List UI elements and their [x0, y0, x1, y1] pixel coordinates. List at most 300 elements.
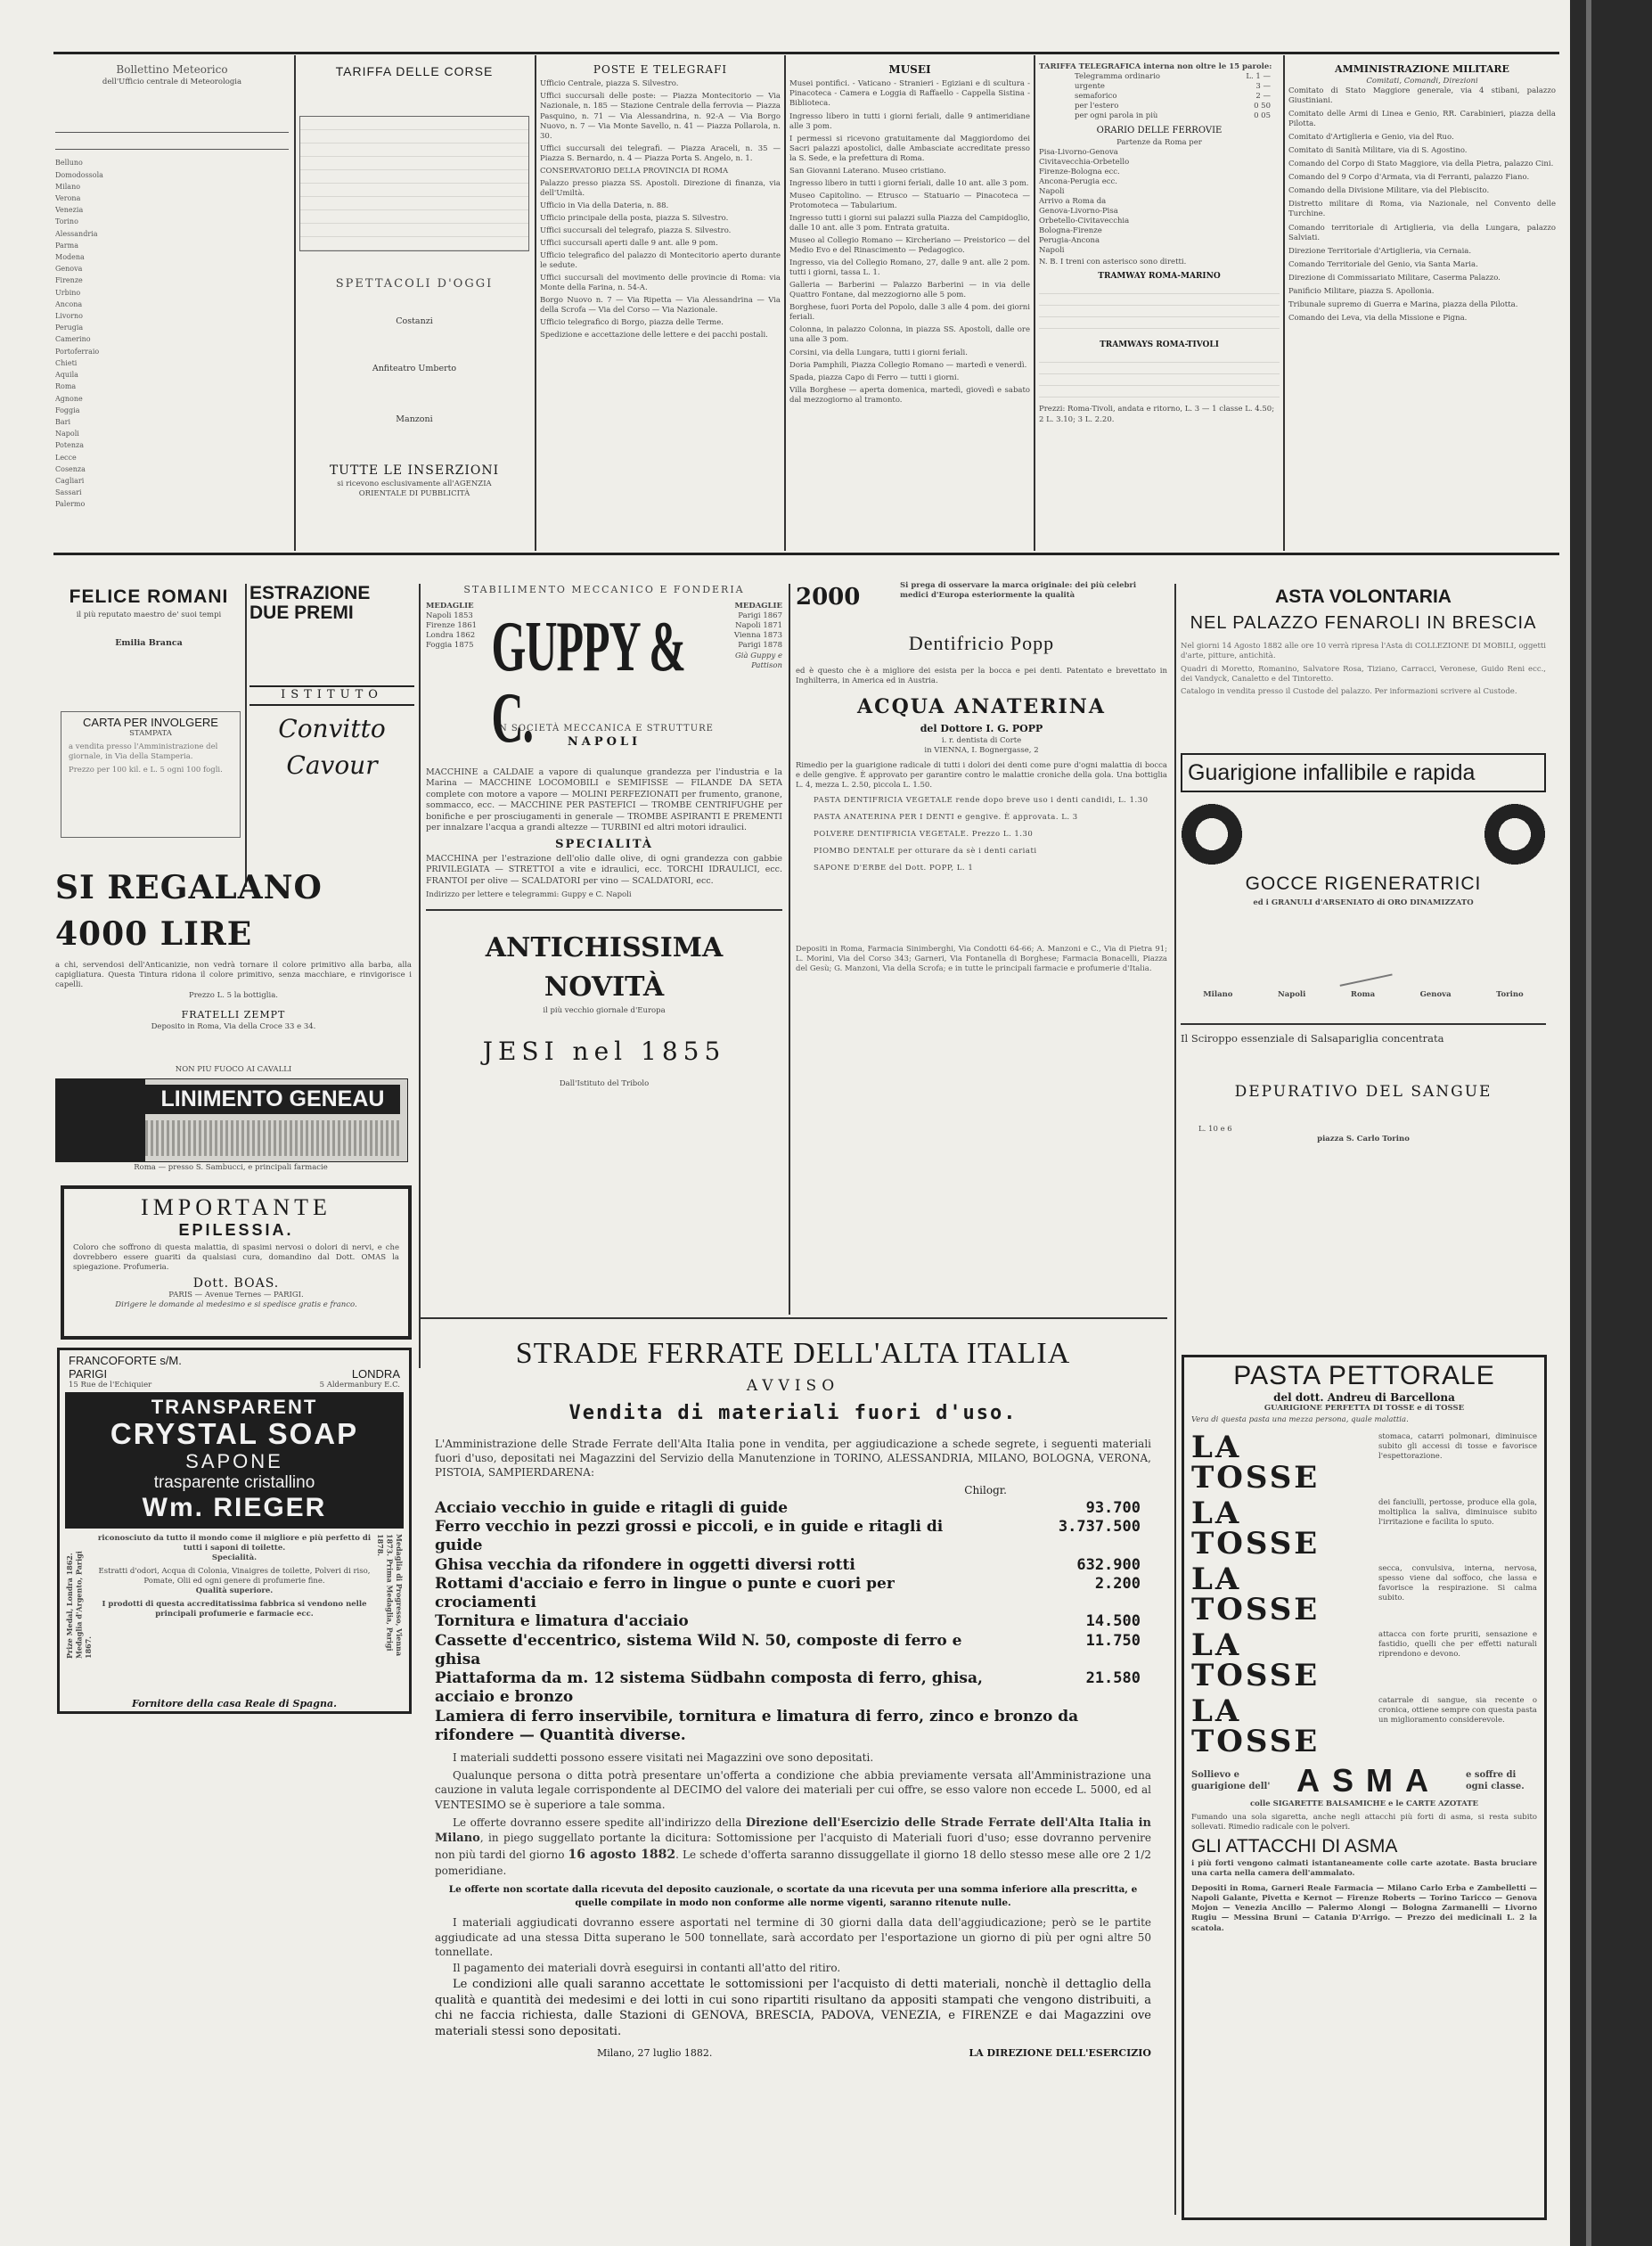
partenze-title: Partenze da Roma per: [1116, 137, 1202, 147]
dep-price: L. 10 e 6: [1198, 1124, 1232, 1134]
ad-felice-romani: [55, 584, 242, 682]
popp-body: ed è questo che è a migliore dei esista per la bocca e pei denti. Patentato e brevettato in Inghilterra, in America ed in Austria.: [796, 666, 1167, 685]
guarigione-city: Genova: [1419, 989, 1452, 999]
strade-items: [419, 1499, 1167, 1708]
linimento-foot: Roma — presso S. Sambucci, e principali farmacie: [134, 1163, 328, 1172]
gocce-title: GOCCE RIGENERATRICI: [1245, 873, 1482, 895]
ad-guppy: [426, 584, 782, 1368]
ad-estrazione: [249, 584, 414, 807]
teatro-anfiteatro: Anfiteatro Umberto: [372, 363, 457, 373]
city-row: Livorno: [55, 312, 83, 321]
orario-title: ORARIO DELLE FERROVIE: [1096, 126, 1223, 136]
importante-title: IMPORTANTE: [141, 1194, 331, 1220]
acqua-body: Rimedio per la guarigione radicale di tutti i dolori dei denti come pure d'ogni malattia di bocca e delle gengive. È approvato per garantire contro le malattie croniche della gola. Una bottiglia L. 4, mezza L. 2.50, piccola L. 1.50.: [796, 760, 1167, 790]
poste-line: Ufficio telegrafico del palazzo di Montecitorio aperto durante le sedute.: [540, 251, 781, 271]
orario-line: Orbetello-Civitavecchia: [1039, 217, 1130, 226]
city-row: Ancona: [55, 299, 83, 308]
tariff-value: L. 1 —: [1246, 72, 1271, 82]
acqua-title: ACQUA ANATERINA: [857, 694, 1106, 718]
crystal-body: [60, 1529, 409, 1659]
city-row: Torino: [55, 217, 78, 226]
tosse-title: LA TOSSE: [1191, 1627, 1321, 1694]
crystal-spec: Specialità.: [211, 1553, 258, 1562]
musei-line: Ingresso libero in tutti i giorni feriali, dalle 10 ant. alle 3 pom.: [789, 178, 1029, 188]
inserzioni-title: TUTTE LE INSERZIONI: [329, 463, 500, 478]
strade-sub: Vendita di materiali fuori d'uso.: [568, 1401, 1018, 1424]
musei-line: Doria Pamphili, Piazza Collegio Romano — martedì e venerdì.: [789, 360, 1027, 370]
material-row: [435, 1518, 1141, 1556]
inserzioni-line: si ricevono esclusivamente all'AGENZIA: [337, 479, 492, 488]
bollettino-table: [55, 132, 289, 150]
medal-place: Firenze 1861: [426, 621, 478, 631]
strade-p1: I materiali suddetti possono essere visitati nei Magazzini ove sono depositati.: [453, 1751, 874, 1765]
regalano-price: Prezzo L. 5 la bottiglia.: [189, 990, 278, 1000]
tariffa-grid: [299, 116, 529, 251]
crystal-banner: [65, 1392, 404, 1529]
top-border: [53, 52, 1559, 54]
tosse-text: dei fanciulli, pertosse, produce ella gola, moltiplica la saliva, diminuisce subito l'irritazione e facilita lo sputo.: [1378, 1498, 1537, 1528]
tosse-block: [1191, 1496, 1537, 1562]
city-row: Parma: [55, 241, 78, 250]
militare-line: Comando del 9 Corpo d'Armata, via di Ferranti, palazzo Fiano.: [1288, 173, 1530, 183]
tosse-block: [1191, 1693, 1537, 1760]
asma-sollievo: Sollievo e guarigione dell': [1191, 1770, 1271, 1792]
tariff-row: [1075, 82, 1271, 92]
guppy-spec: SPECIALITÀ: [555, 838, 653, 852]
regalano-title: SI REGALANO 4000 LIRE: [55, 869, 323, 954]
horse-image: [56, 1079, 145, 1161]
material-qty: 11.750: [1085, 1631, 1141, 1650]
strade-p3: [419, 1812, 1167, 1878]
musei-line: Corsini, via della Lungara, tutti i giorni feriali.: [789, 348, 968, 357]
tariff-row: [1075, 102, 1271, 111]
orario-line: Pisa-Livorno-Genova: [1039, 147, 1118, 157]
guarigione-cities: [1181, 990, 1546, 1000]
city-row: Chieti: [55, 358, 78, 367]
city-row: Aquila: [55, 371, 78, 380]
sal-title: Il Sciroppo essenziale di Salsapariglia concentrata: [1181, 1031, 1444, 1045]
militare-line: Comando della Divisione Militare, via del Plebiscito.: [1288, 186, 1490, 196]
poste-lines: [540, 79, 781, 340]
orario-lines: [1039, 148, 1280, 257]
musei-line: Borghese, fuori Porta del Popolo, dalle 3 alle 4 pom. dei giorni feriali.: [789, 303, 1030, 323]
material-name: Ghisa vecchia da rifondere in oggetti diversi rotti: [435, 1555, 855, 1574]
city-row: Milano: [55, 182, 81, 191]
city-row: Potenza: [55, 441, 84, 450]
popp-dentifricio: Dentifricio Popp: [908, 631, 1055, 654]
epilessia-note: Dirigere le domande al medesimo e si spedisce gratis e franco.: [115, 1300, 357, 1310]
poste-line: CONSERVATORIO DELLA PROVINCIA DI ROMA: [540, 166, 729, 176]
guarigione-signature: [1334, 947, 1392, 987]
crystal-side-right: Medaglia di Progresso, Vienna 1873. Prima Medaglia, Parigi 1878.: [376, 1533, 404, 1656]
city-row: Verona: [55, 194, 81, 203]
guarigione-rule: [1181, 1023, 1546, 1025]
seal-right-icon: [1484, 803, 1546, 865]
tosse-text: stomaca, catarri polmonari, diminuisce subito gli accessi di tosse e favorisce l'espettorazione.: [1378, 1432, 1537, 1462]
tariffa-tel-rows: [1039, 72, 1280, 121]
musei: [789, 62, 1030, 548]
ad-regalano: [55, 865, 412, 1043]
col-divider: [1283, 55, 1285, 551]
pasta-intro: Vera di questa pasta una mezza persona, quale malattia.: [1191, 1415, 1409, 1425]
pasta-dep: Depositi in Roma, Garneri Reale Farmacia — Milano Carlo Erba e Zambelletti — Napoli Galante, Pivetta e Kernot — Firenze Roberts — Torino Taricco — Genova Mojon — Venezia Ancillo — Palermo Alongi — Bologna Zarmanelli — Livorno Rugiu — Messina Bruni — Catania D'Arrigo. — Prezzo dei medicinali L. 2 la scatola.: [1191, 1884, 1537, 1933]
dep-info: [1181, 1125, 1546, 1135]
ad-importante: [61, 1185, 412, 1340]
poste-line: Ufficio principale della posta, piazza S. Silvestro.: [540, 213, 729, 223]
tariff-label: urgente: [1075, 82, 1105, 92]
tramway-footer: Prezzi: Roma-Tivoli, andata e ritorno, L. 3 — 1 classe L. 4.50; 2 L. 3.10; 3 L. 2.20.: [1039, 405, 1275, 424]
tosse-blocks: [1184, 1430, 1544, 1760]
regalano-brand: FRATELLI ZEMPT: [181, 1008, 286, 1021]
city-row: Bari: [55, 417, 71, 426]
tramway-title: TRAMWAY ROMA-MARINO: [1098, 272, 1221, 282]
tramways-table: [1039, 351, 1280, 405]
popp-item: POLVERE DENTIFRICIA VEGETALE. Prezzo L. 1.30: [814, 829, 1034, 839]
ad-popp: [796, 581, 1167, 1312]
epilessia-body: Coloro che soffrono di questa malattia, di spasimi nervosi o dolori di nervi, e che dovrebbero essere guariti da qualsiasi cura, domandino dal Dott. OMAS la spiegazione. Profumeria.: [73, 1243, 399, 1273]
orario-note: N. B. I treni con asterisco sono diretti.: [1039, 258, 1187, 267]
tariffa-corse: [299, 62, 529, 548]
strade-p5: I materiali aggiudicati dovranno essere asportati nel termine di 30 giorni dalla data dell'aggiudicazione; però se le partite aggiudicate ad una stessa Ditta superano le 500 tonnellate, sarà accordato per l'esportazione un giorno di più per ogni altre 50 tonnellate.: [435, 1916, 1151, 1958]
crystal-desc: riconosciuto da tutto il mondo come il migliore e più perfetto di tutti i saponi di toilette.: [97, 1533, 372, 1553]
asta-line: Catalogo in vendita presso il Custode del palazzo. Per informazioni scrivere al Custode.: [1181, 686, 1517, 696]
linimento-top: NON PIÙ FUOCO AI CAVALLI: [175, 1065, 292, 1074]
inserzioni-line2: ORIENTALE DI PUBBLICITÀ: [358, 488, 470, 498]
strade-p6: Il pagamento dei materiali dovrà eseguirsi in contanti all'atto del ritiro.: [453, 1961, 841, 1974]
asma-sig: colle SIGARETTE BALSAMICHE e le CARTE AZOTATE: [1249, 1799, 1479, 1809]
material-name: Cassette d'eccentrico, sistema Wild N. 50, composte di ferro e ghisa: [435, 1631, 962, 1668]
estrazione-title: ESTRAZIONE DUE PREMI: [249, 584, 371, 624]
carta-sub: STAMPATA: [129, 729, 172, 738]
strade-p3b: Direzione dell'Esercizio delle Strade Ferrate dell'Alta Italia in Milano: [435, 1816, 1151, 1846]
col-divider: [789, 584, 790, 1315]
poste-line: Palazzo presso piazza SS. Apostoli. Direzione di finanza, via dell'Umiltà.: [540, 178, 781, 198]
strade-lamiera: Lamiera di ferro inservibile, tornitura e limatura di ferro, zinco e bronzo da rifondere — Quantità diverse.: [435, 1707, 1079, 1744]
guppy-left-medals: [426, 602, 491, 700]
strade-date: Milano, 27 luglio 1882.: [597, 2047, 713, 2060]
asta-sub: NEL PALAZZO FENAROLI IN BRESCIA: [1190, 613, 1537, 634]
city-row: Firenze: [55, 276, 83, 285]
trasparente-label: trasparente cristallino: [153, 1472, 315, 1492]
strade-avviso: AVVISO: [746, 1377, 840, 1396]
col-divider: [419, 584, 421, 1368]
linimento-title: LINIMENTO GENEAU: [145, 1085, 400, 1114]
asta-line: Quadri di Moretto, Romanino, Salvatore Rosa, Tiziano, Carracci, Veronese, Guido Reni ecc., dei Vandyck, Canaletto e del Tintoretto.: [1181, 664, 1546, 684]
medal-place: Parigi 1867: [738, 611, 782, 621]
address-left: 15 Rue de l'Echiquier: [69, 1381, 152, 1389]
militare-subtitle: Comitati, Comandi, Direzioni: [1366, 76, 1478, 86]
teatro-costanzi: Costanzi: [396, 316, 433, 327]
amministrazione-militare: [1288, 62, 1556, 548]
strade-p3e: . Le schede d'offerta saranno dissuggellate il giorno 18 dello stesso mese alle ore 2 1/2 pomeridiane.: [435, 1848, 1151, 1877]
tosse-block: [1191, 1430, 1537, 1496]
carta-title: CARTA PER INVOLGERE: [83, 716, 218, 729]
militare-line: Comitato d'Artiglieria e Genio, via del Ruo.: [1288, 133, 1454, 143]
orario-line: Genova-Livorno-Pisa: [1039, 207, 1118, 217]
col-divider: [245, 584, 247, 887]
orario-line: Bologna-Firenze: [1039, 226, 1102, 236]
city-row: Domodossola: [55, 170, 103, 179]
musei-line: Musei pontifici. - Vaticano - Stranieri - Egiziani e di scultura - Pinacoteca - Camera e Loggia di Raffaello - Cappella Sistina - Biblioteca.: [789, 79, 1030, 109]
guarigione-city: Torino: [1496, 989, 1524, 999]
popp-depositi: Depositi in Roma, Farmacia Sinimberghi, Via Condotti 64-66; A. Manzoni e C., Via di Pietra 91; L. Morini, Via del Corso 343; Garneri, Via Fontanella di Borghese; Farmacia Bonacelli, Piazza del Gesù; G. Manzoni, Via della Scrofa; e in tutte le principali farmacie e profumerie d'Italia.: [796, 944, 1167, 974]
musei-line: Galleria — Barberini — Palazzo Barberini — in via delle Quattro Fontane, dal mezzogiorno alle 5 pom.: [789, 281, 1030, 300]
guarigione-city: Napoli: [1278, 989, 1306, 999]
asta-line: Nel giorni 14 Agosto 1882 alle ore 10 verrà ripresa l'Asta di COLLEZIONE DI MOBILI, oggetti d'arte, pitture, antichità.: [1181, 642, 1546, 661]
pasta-sub: del dott. Andreu di Barcellona: [1273, 1391, 1455, 1404]
bollettino-meteorico: [55, 62, 289, 548]
material-row: [435, 1499, 1141, 1518]
medal-place: Napoli 1871: [735, 621, 782, 631]
poste-line: Ufficio telegrafico di Borgo, piazza delle Terme.: [540, 318, 724, 328]
sapone-label: SAPONE: [185, 1449, 283, 1472]
material-name: Rottami d'acciaio e ferro in lingue o punte e cuori per crociamenti: [435, 1574, 895, 1612]
col-divider: [1174, 584, 1176, 2215]
spettacoli-title: SPETTACOLI D'OGGI: [335, 277, 494, 291]
poste-line: Ufficio in Via della Dateria, n. 88.: [540, 201, 669, 210]
guppy-already: Già Guppy e Pattison: [735, 651, 782, 670]
tosse-block: [1191, 1562, 1537, 1628]
crystal-foot: Fornitore della casa Reale di Spagna.: [132, 1698, 337, 1709]
city-row: Alessandria: [55, 229, 98, 238]
guppy-right-medals: [717, 602, 782, 700]
material-qty: 2.200: [1094, 1574, 1141, 1593]
crystal-list: Estratti d'odori, Acqua di Colonia, Vinaigres de toilette, Polveri di riso, Pomate, Olii ed ogni genere di profumerie fine.: [98, 1566, 371, 1586]
attacchi-title: GLI ATTACCHI DI ASMA: [1191, 1836, 1398, 1857]
popp-item: PASTA DENTIFRICIA VEGETALE rende dopo breve uso i denti candidi, L. 1.30: [814, 795, 1149, 805]
orario-line: Arrivo a Roma da: [1039, 197, 1107, 207]
tosse-text: catarrale di sangue, sia recente o cronica, ottiene sempre con questa pasta un miglioramento considerevole.: [1378, 1696, 1537, 1725]
popp-head: [796, 581, 1167, 615]
poste-line: Uffici succursali del movimento delle provincie di Roma: via Monte della Farina, n. 54-A.: [540, 274, 781, 293]
orario-line: Napoli: [1039, 246, 1065, 256]
militare-line: Comitato di Stato Maggiore generale, via 4 stibani, palazzo Giustiniani.: [1288, 86, 1556, 106]
strade-p7: Le condizioni alle quali saranno accettate le sottomissioni per l'acquisto di detti materiali, nonchè il dettaglio della qualità e quantità dei medesimi e dei lotti in cui sono ripartiti risultano da appositi stampati che vengono distribuiti, a chi ne faccia richiesta, dalle Stazioni di GENOVA, BRESCIA, PADOVA, VENEZIA, e FIRENZE e dai Magazzini ove materiali stessi sono depositati.: [435, 1978, 1151, 2038]
crystal-cities: [60, 1350, 409, 1367]
material-qty: 93.700: [1085, 1498, 1141, 1517]
medal-place: Vienna 1873: [733, 631, 782, 641]
city-right: LONDRA: [351, 1367, 400, 1381]
medal-list-right: [717, 611, 782, 651]
tariff-label: Telegramma ordinario: [1075, 72, 1161, 82]
material-qty: 14.500: [1085, 1612, 1141, 1631]
jesi-title: JESI nel 1855: [482, 1037, 726, 1067]
tariff-value: 0 50: [1254, 102, 1271, 111]
seal-left-icon: [1181, 803, 1243, 865]
tosse-text: attacca con forte pruriti, sensazione e fastidio, quelli che per effetti naturali riprendono e devono.: [1378, 1630, 1537, 1660]
tosse-title: LA TOSSE: [1191, 1496, 1321, 1562]
musei-line: Museo al Collegio Romano — Kircheriano — Preistorico — del Medio Evo e del Rinascimento — Pedagogico.: [789, 236, 1030, 256]
tramway-table: [1039, 283, 1280, 340]
musei-line: Colonna, in palazzo Colonna, in piazza SS. Apostoli, dalle ore una alle 3 pom.: [789, 325, 1030, 345]
poste-line: Uffici succursali dei telegrafi. — Piazza Araceli, n. 35 — Piazza S. Bernardo, n. 4 — Piazza Porta S. Angelo, n. 1.: [540, 143, 781, 163]
asta-lines: [1181, 642, 1546, 696]
strade-p3d: 16 agosto 1882: [568, 1847, 676, 1862]
guarigione-title: Guarigione infallibile e rapida: [1181, 753, 1546, 792]
city-row: Palermo: [55, 500, 86, 509]
carta-line2: Prezzo per 100 kil. e L. 5 ogni 100 fogli.: [69, 766, 223, 775]
carta-line: a vendita presso l'Amministrazione del giornale, in Via della Stamperia.: [69, 742, 218, 762]
teatro-manzoni: Manzoni: [396, 414, 433, 424]
material-name: Tornitura e limatura d'acciaio: [435, 1612, 689, 1631]
material-row: [435, 1556, 1141, 1575]
city-row: Camerino: [55, 335, 91, 344]
address-right: 5 Aldermanbury E.C.: [319, 1381, 400, 1389]
city-row: Agnone: [55, 394, 83, 403]
tramways-title: TRAMWAYS ROMA-TIVOLI: [1100, 340, 1219, 350]
militare-line: Comando del Corpo di Stato Maggiore, via della Pietra, palazzo Cini.: [1288, 160, 1554, 169]
strade-unit: Chilogr.: [964, 1484, 1007, 1497]
pasta-sub2: GUARIGIONE PERFETTA DI TOSSE e di TOSSE: [1264, 1404, 1465, 1413]
acqua-sub: i. r. dentista di Corte: [941, 735, 1022, 745]
city-row: Napoli: [55, 430, 79, 439]
top-row-bottom-rule: [53, 553, 1559, 555]
poste-title: POSTE E TELEGRAFI: [593, 63, 728, 76]
strade-unit-row: [419, 1483, 1167, 1498]
ad-asta: [1181, 584, 1546, 753]
bollettino-city-list: [55, 157, 289, 510]
militare-lines: [1288, 86, 1556, 324]
orario-line: Napoli: [1039, 187, 1065, 197]
crystal-addresses: [60, 1381, 409, 1390]
musei-line: Ingresso, via del Collegio Romano, 27, dalle 9 ant. alle 2 pom. tutti i giorni, tassa L. 1.: [789, 258, 1030, 278]
medal-list-left: [426, 611, 491, 651]
guppy-rule: [426, 909, 782, 911]
acqua-doctor: del Dottore I. G. POPP: [920, 722, 1043, 734]
material-row: [435, 1575, 1141, 1613]
militare-line: Direzione Territoriale d'Artiglieria, via Cernaia.: [1288, 246, 1472, 256]
popp-item: PIOMBO DENTALE per otturare da sè i denti cariati: [814, 846, 1037, 856]
medaglie-left: MEDAGLIE: [426, 602, 474, 611]
poste-line: Borgo Nuovo n. 7 — Via Ripetta — Via Alessandrina — Via della Scrofa — Via del Corso — Via Nazionale.: [540, 296, 781, 316]
militare-line: Comando Territoriale del Genio, via Santa Maria.: [1288, 259, 1478, 269]
poste-line: Uffici succursali del telegrafo, piazza S. Silvestro.: [540, 226, 732, 235]
orario-line: Civitavecchia-Orbetello: [1039, 157, 1130, 167]
material-row: [435, 1669, 1141, 1708]
poste-telegrafi: [540, 62, 781, 548]
asma-right: e soffre di ogni classe.: [1466, 1770, 1525, 1792]
tariff-row: [1075, 111, 1271, 121]
jesi-sub: Dall'Istituto del Tribolo: [559, 1078, 650, 1088]
musei-line: Spada, piazza Capo di Ferro — tutti i giorni.: [789, 373, 960, 382]
popp-item: PASTA ANATERINA PER I DENTI e gengive. È approvata. L. 3: [814, 812, 1078, 822]
col-divider: [535, 55, 536, 551]
novita-title: ANTICHISSIMA NOVITÀ: [485, 932, 724, 1003]
militare-line: Direzione di Commissariato Militare, Caserma Palazzo.: [1288, 273, 1501, 283]
col-divider: [784, 55, 786, 551]
medal-place: Foggia 1875: [426, 641, 474, 651]
material-qty: 3.737.500: [1058, 1518, 1141, 1537]
asma-row: [1184, 1757, 1544, 1799]
city-row: Venezia: [55, 206, 84, 215]
crystal-brand: CRYSTAL SOAP: [110, 1417, 359, 1451]
guppy-brand: GUPPY & C.: [491, 606, 685, 758]
epilessia-title: EPILESSIA.: [178, 1221, 294, 1239]
medaglie-right: MEDAGLIE: [734, 602, 782, 611]
strade-p3a: Le offerte dovranno essere spedite all'indirizzo della: [453, 1816, 742, 1829]
crystal-cities2: [60, 1367, 409, 1381]
linimento-bar: [145, 1120, 400, 1156]
strade-sign: LA DIREZIONE DELL'ESERCIZIO: [969, 2047, 1151, 2060]
popp-year: 2000: [796, 584, 861, 611]
militare-line: Comitato delle Armi di Linea e Genio, RR. Carabinieri, piazza della Pilotta.: [1288, 110, 1556, 129]
tariff-value: 3 —: [1255, 82, 1271, 92]
regalano-dep: Deposito in Roma, Via della Croce 33 e 34.: [151, 1021, 316, 1031]
asma-title: ASMA: [1296, 1762, 1441, 1799]
militare-line: Comando territoriale di Artiglieria, via della Lungara, palazzo Salviati.: [1288, 223, 1556, 242]
strade-sign-row: [419, 2039, 1167, 2061]
city-row: Cosenza: [55, 464, 86, 473]
istituto-label: ISTITUTO: [249, 685, 414, 706]
strade-p2: Qualunque persona o ditta potrà presentare un'offerta a condizione che abbia previamente versata all'Amministrazione una cauzione in valuta legale corrispondente al DECIMO del valore dei materiali per cui offre, se esso valore non eccede L. 5000, ed al VENTESIMO se è superiore a tale somma.: [435, 1769, 1151, 1811]
felice-line: il più reputato maestro de' suoi tempi: [76, 611, 222, 620]
militare-line: Comitato di Sanità Militare, via di S. Agostino.: [1288, 146, 1468, 156]
guppy-body2: MACCHINA per l'estrazione dell'olio dalle olive, di ogni grandezza con gabbie PRIVILEGIATA — STRETTOI a vite e idraulici, ecc. TORCHI IDRAULICI, ecc. FRANTOI per olive — SCALDATORI per vino — SCALDATORI, ecc.: [426, 854, 782, 886]
strade-intro: L'Amministrazione delle Strade Ferrate dell'Alta Italia pone in vendita, per aggiudicazione a schede segrete, i seguenti materiali fuori d'uso, depositati nei Magazzini del Servizio della Manutenzione in TORINO, ALESSANDRIA, MILANO, BOLOGNA, VERONA, PISTOIA, SAMPIERDARENA:: [435, 1437, 1151, 1480]
tariffa-telegrafica: [1039, 62, 1280, 548]
city-row: Urbino: [55, 288, 81, 297]
ad-carta-involgere: [61, 711, 241, 838]
tariffa-title: TARIFFA DELLE CORSE: [335, 64, 494, 78]
page-binding-edge: [1570, 0, 1652, 2246]
ad-strade-ferrate: [419, 1317, 1167, 2210]
binding-line: [1586, 0, 1591, 2246]
popp-item: SAPONE D'ERBE del Dott. POPP, L. 1: [814, 863, 974, 873]
militare-line: Tribunale supremo di Guerra e Marina, piazza della Pilotta.: [1288, 299, 1518, 309]
musei-title: MUSEI: [888, 63, 931, 76]
musei-lines: [789, 79, 1030, 405]
dep-loc: piazza S. Carlo Torino: [1317, 1134, 1410, 1143]
tariff-row: [1075, 72, 1271, 82]
city-row: Portoferraio: [55, 347, 100, 356]
strade-p4: Le offerte non scortate dalla ricevuta del deposito cauzionale, o scortate da una ricevuta per una somma inferiore alla prescritta, e quelle compilate in modo non conforme alle norme vigenti, saranno ritenute nulle.: [448, 1883, 1138, 1909]
bollettino-title: Bollettino Meteorico: [116, 63, 228, 76]
transparent-label: TRANSPARENT: [151, 1396, 318, 1419]
militare-title: AMMINISTRAZIONE MILITARE: [1335, 63, 1509, 75]
ad-guarigione: [1181, 753, 1546, 1154]
orario-line: Firenze-Bologna ecc.: [1039, 167, 1120, 176]
material-name: Piattaforma da m. 12 sistema Südbahn composta di ferro, ghisa, acciaio e bronzo: [435, 1669, 983, 1707]
militare-line: Comando dei Leva, via della Missione e Pigna.: [1288, 313, 1468, 323]
tosse-title: LA TOSSE: [1191, 1430, 1321, 1496]
asta-title: ASTA VOLONTARIA: [1275, 586, 1452, 607]
novita-sub: il più vecchio giornale d'Europa: [543, 1006, 666, 1016]
medal-place: Parigi 1878: [738, 641, 782, 651]
city-row: Foggia: [55, 406, 80, 414]
rieger-label: Wm. RIEGER: [142, 1492, 327, 1522]
col-divider: [294, 55, 296, 551]
guppy-head: STABILIMENTO MECCANICO E FONDERIA: [463, 584, 745, 595]
musei-line: Museo Capitolino. — Etrusco — Statuario — Pinacoteca — Protomoteca — Tabularium.: [789, 191, 1030, 210]
medal-place: Napoli 1853: [426, 611, 473, 621]
attacchi-body: i più forti vengono calmati istantaneamente colle carte azotate. Basta bruciare una carta nella camera dell'ammalato.: [1191, 1859, 1537, 1879]
musei-line: Ingresso libero in tutti i giorni feriali, dalle 9 antimeridiane alle 3 pom.: [789, 111, 1030, 131]
crystal-center: [94, 1534, 375, 1659]
musei-line: I permessi si ricevono gratuitamente dal Maggiordomo dei Sacri palazzi apostolici, dalle Ambasciate accreditate presso la S. Sede, e la prefettura di Roma.: [789, 134, 1030, 163]
poste-line: Uffici succursali delle poste: — Piazza Montecitorio — Via Nazionale, n. 185 — Stazione Centrale della ferrovia — Piazza Pasquino, n. 71 — Via Alessandrina, n. 92-A — Via Borgo Nuovo, n. 7 — Via Monte Savello, n. 41 — Piazza Pollarola, n. 30.: [540, 92, 781, 141]
convitto-name: Convitto Cavour: [278, 713, 386, 780]
city-row: Sassari: [55, 488, 82, 497]
material-row: [435, 1612, 1141, 1631]
city-left: FRANCOFORTE s/M.: [69, 1354, 182, 1367]
militare-line: Distretto militare di Roma, via Nazionale, nel Convento delle Turchine.: [1288, 200, 1556, 219]
tosse-title: LA TOSSE: [1191, 1562, 1321, 1628]
orario-line: Ancona-Perugia ecc.: [1039, 176, 1117, 186]
guarigione-city: Roma: [1350, 989, 1376, 999]
tosse-title: LA TOSSE: [1191, 1693, 1321, 1760]
crystal-quality: Qualità superiore.: [195, 1586, 274, 1595]
epilessia-doctor: Dott. BOAS.: [192, 1276, 280, 1291]
